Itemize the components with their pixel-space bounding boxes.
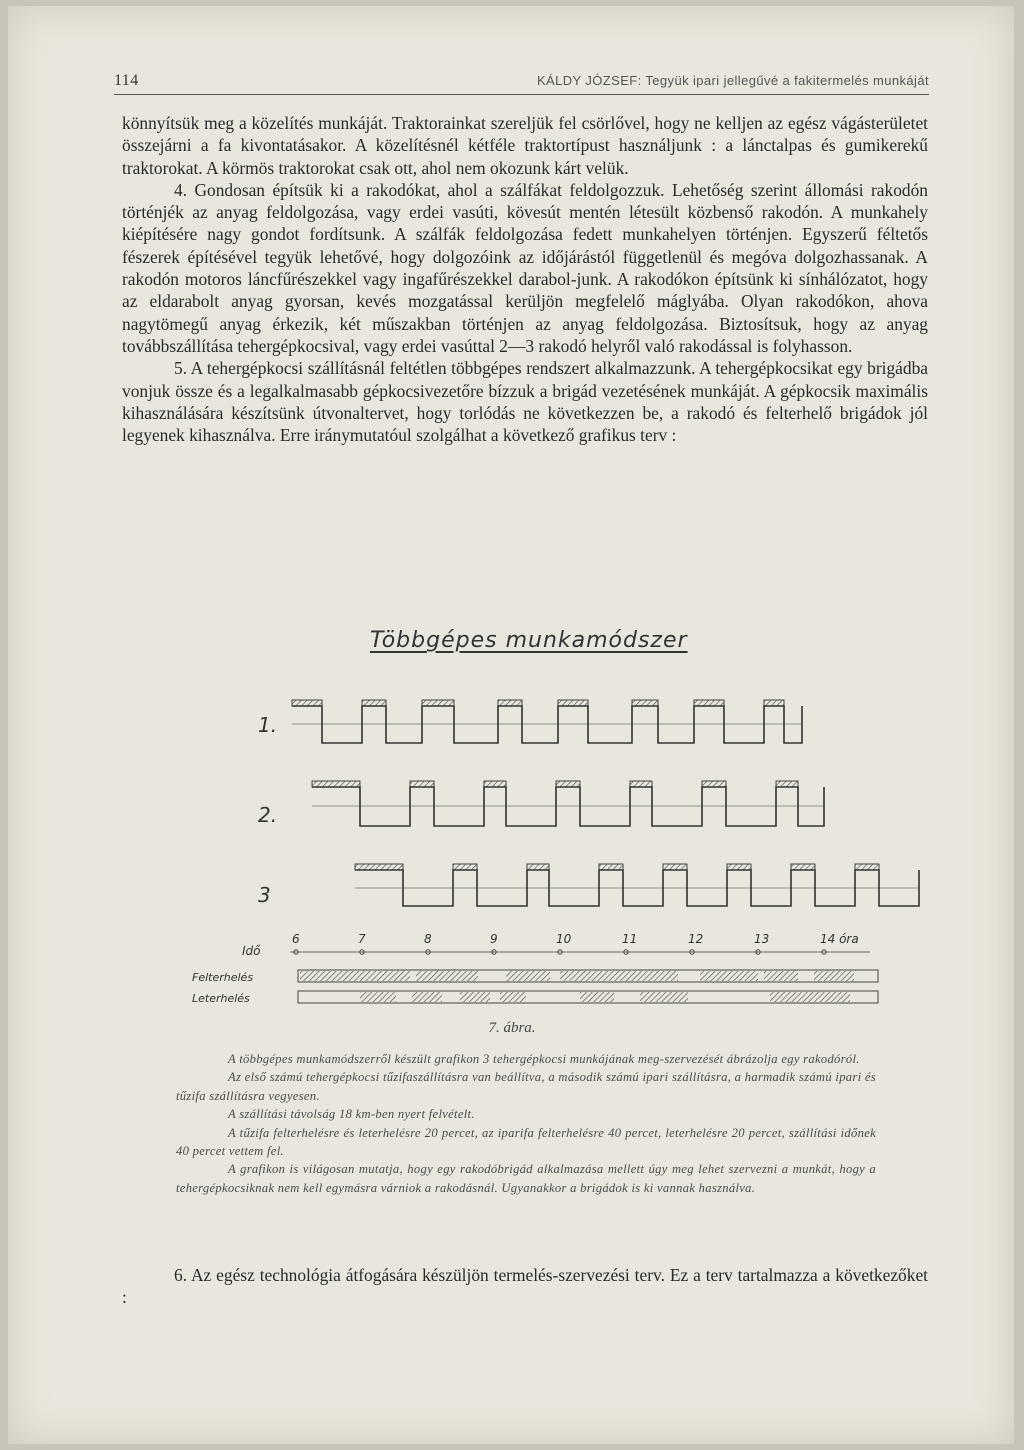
caption-line-2: Az első számú tehergépkocsi tűzifaszállításra van beállítva, a második számú ipari szállításra, a harmadik számú ipari és tűzifa szállításra vegyesen. [176,1070,876,1103]
loading-block [422,700,454,706]
row-label-1: 1. [258,713,278,737]
felterheles-segment [416,971,478,981]
loading-block [632,700,658,706]
paragraph-3: 5. A tehergépkocsi szállításnál feltétlen többgépes rendszert alkalmazzunk. A tehergépkocsikat egy brigádba vonjuk össze és a legalkalmasabb gépkocsivezetőre bízzuk a brigád vezetésének munkáját. A gépkocsik maximális kihasználására készítsünk útvonaltervet, hogy torlódás ne következzen be, a rakodó és felterhelő brigádok jól legyenek kihasználva. Erre iránymutatóul szolgálhat a következő grafikus terv : [122,358,928,446]
time-tick-label: 13 [754,932,770,946]
paragraph-2: 4. Gondosan építsük ki a rakodókat, ahol a szálfákat feldolgozzuk. Lehetőség szerint állomási rakodón történjék az anyag feldolgozása, vagy erdei vasúti, kövesút mentén létesült közbenső rakodón. A munkahely kiépítésére nagy gondot fordítsunk. A szálfák feldolgozása fedett munkahelyen történjen. Egyszerű féltetős fészerek építésével tegyük lehetővé, hogy dolgozóink az időjárástól függetlenül és megóva dolgozhassanak. A rakodón motoros láncfűrészekkel vagy ingafűrészekkel darabol-junk. A rakodókon építsünk ki sínhálózatot, hogy az eldarabolt anyag gyorsan, kevés mozgatással kerüljön megfelelő máglyába. Olyan rakodókon, ahova nagytömegű anyag érkezik, két műszakban történjen az anyag feldolgozása. Biztosítsuk, hogy az anyag továbbszállítása tehergépkocsival, vagy erdei vasúttal 2—3 rakodó helyről való rakodással is folyhasson. [122,179,928,356]
leterheles-segment [500,992,526,1002]
loading-block [663,864,687,870]
felterheles-segment [506,971,550,981]
time-tick-label: 9 [490,932,498,946]
felterheles-segment [300,971,410,981]
row-label-2: 2. [258,803,278,827]
caption-line-4: A tűzifa felterhelésre és leterhelésre 20 percet, az iparifa felterhelésre 40 percet, leterhelésre 20 percet, szállítási időnek 40 percet vettem fel. [176,1125,876,1159]
leterheles-segment [460,992,490,1002]
loading-block [702,781,726,787]
row-label-3: 3 [258,883,271,907]
caption-line-1: A többgépes munkamódszerről készült grafikon 3 tehergépkocsi munkájának meg-szervezését ábrázolja egy rakodóról. [228,1052,860,1066]
caption-line-3: A szállítási távolság 18 km-ben nyert felvételt. [228,1107,475,1122]
leterheles-label: Leterhelés [192,992,250,1005]
time-tick-label: 6 [292,932,300,946]
loading-block [599,864,623,870]
loading-block [776,781,798,787]
waveform-row-1 [292,706,802,743]
loading-block [764,700,784,706]
loading-block [312,781,360,787]
loading-block [855,864,879,870]
leterheles-segment [640,992,688,1002]
waveform-row-2 [312,787,824,826]
leterheles-segment [770,992,850,1002]
loading-block [558,700,588,706]
loading-block [292,700,322,706]
loading-block [727,864,751,870]
loading-bars [192,970,878,1005]
loading-block [410,781,434,787]
closing-text [122,1264,928,1309]
felterheles-segment [764,971,798,981]
felterheles-segment [560,971,678,981]
figure-caption [176,1050,876,1197]
loading-block [498,700,522,706]
running-title: KÁLDY JÓZSEF: Tegyük ipari jellegűvé a fakitermelés munkáját [536,73,929,88]
loading-block [362,700,386,706]
caption-line-5: A grafikon is világosan mutatja, hogy egy rakodóbrigád alkalmazása mellett úgy meg lehet szervezni a munkát, hogy a tehergépkocsiknak nem kell egymásra várniok a rakodásnál. Ugyanakkor a brigádok is ki vannak használva. [176,1162,876,1195]
loading-block [694,700,724,706]
closing-paragraph: 6. Az egész technológia átfogására készüljön termelés-szervezési terv. Ez a terv tartalmazza a következőket : [122,1265,928,1308]
time-axis [242,932,870,958]
chart-title: Többgépes munkamódszer [370,628,688,653]
leterheles-segment [580,992,614,1002]
time-tick-label: 7 [358,932,366,946]
time-tick-label: 12 [688,932,704,946]
loading-block [527,864,549,870]
time-tick-label: 10 [556,932,572,946]
vehicle-rows [258,713,277,907]
felterheles-label: Felterhelés [192,971,254,984]
felterheles-segment [814,971,854,981]
loading-block [484,781,506,787]
leterheles-segment [412,992,442,1002]
loading-block [355,864,403,870]
page-number: 114 [114,72,139,89]
loading-block [453,864,477,870]
time-tick-label: 14 óra [820,932,859,946]
waveforms [292,700,919,906]
loading-block [556,781,580,787]
time-tick-label: 8 [424,932,432,946]
loading-block [791,864,815,870]
felterheles-segment [700,971,758,981]
paragraph-1: könnyítsük meg a közelítés munkáját. Traktorainkat szereljük fel csörlővel, hogy ne kelljen az egész vágásterületet összejárni a fa kivontatásakor. A közelítésnél kétféle traktortípust használjunk : a lánctalpas és gumikerekű traktorokat. A körmös traktorokat csak ott, ahol nem okozunk kárt velük. [122,113,928,178]
loading-block [630,781,652,787]
figure-label: 7. ábra. [488,1020,536,1036]
time-tick-label: 11 [622,932,638,946]
leterheles-segment [360,992,396,1002]
time-label: Idő [242,944,261,958]
